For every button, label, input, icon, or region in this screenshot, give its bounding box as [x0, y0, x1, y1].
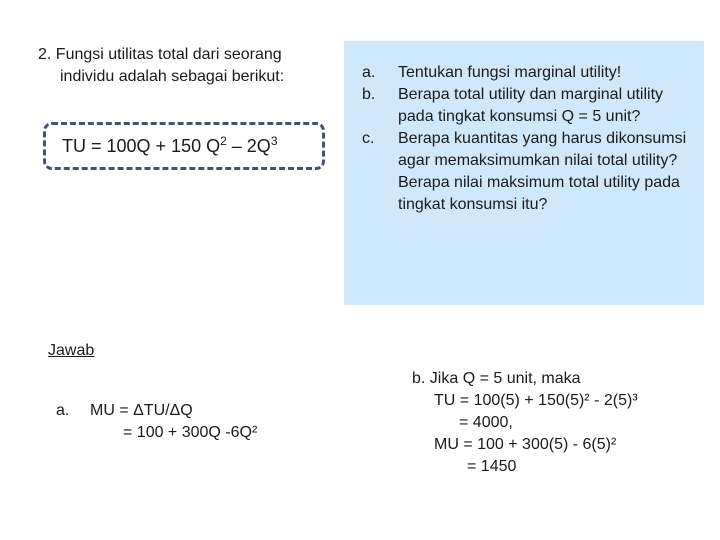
formula-box — [43, 122, 325, 170]
answer-a-line-2: = 100 + 300Q -6Q² — [123, 424, 258, 441]
answer-a-letter: a. — [56, 402, 70, 419]
question-text: Berapa kuantitas yang harus dikonsumsi agar memaksimumkan nilai total utility? Berapa nilai maksimum total utility pada tingkat konsumsi itu? — [398, 130, 687, 213]
problem-line-2: individu adalah sebagai berikut: — [60, 68, 285, 85]
answer-b-line-4: MU = 100 + 300(5) - 6(5)² — [434, 436, 617, 453]
answer-b-line-2: TU = 100(5) + 150(5)² - 2(5)³ — [434, 392, 638, 409]
problem-line-1: 2. Fungsi utilitas total dari seorang — [38, 46, 282, 63]
answer-b — [412, 368, 638, 478]
question-letter: c. — [362, 130, 375, 147]
question-text: Tentukan fungsi marginal utility! — [398, 64, 622, 81]
formula-text: TU = 100Q + 150 $Q^2 - 2Q^3$ — [62, 133, 278, 156]
questions-panel — [344, 41, 704, 305]
answer-b-line-3: = 4000, — [459, 414, 513, 431]
answer-a-line-1: MU = ΔTU/ΔQ — [90, 402, 193, 419]
problem-statement — [38, 44, 338, 88]
question-letter: b. — [362, 86, 376, 103]
question-item — [344, 84, 704, 128]
answer-a — [56, 400, 257, 444]
question-letter: a. — [362, 64, 376, 81]
answer-b-line-5: = 1450 — [467, 458, 517, 475]
question-item — [344, 62, 704, 84]
answer-b-line-1: b. Jika Q = 5 unit, maka — [412, 370, 581, 387]
question-text: Berapa total utility dan marginal utility pada tingkat konsumsi Q = 5 unit? — [398, 86, 664, 125]
question-item — [344, 128, 704, 216]
answer-heading: Jawab — [48, 342, 95, 359]
